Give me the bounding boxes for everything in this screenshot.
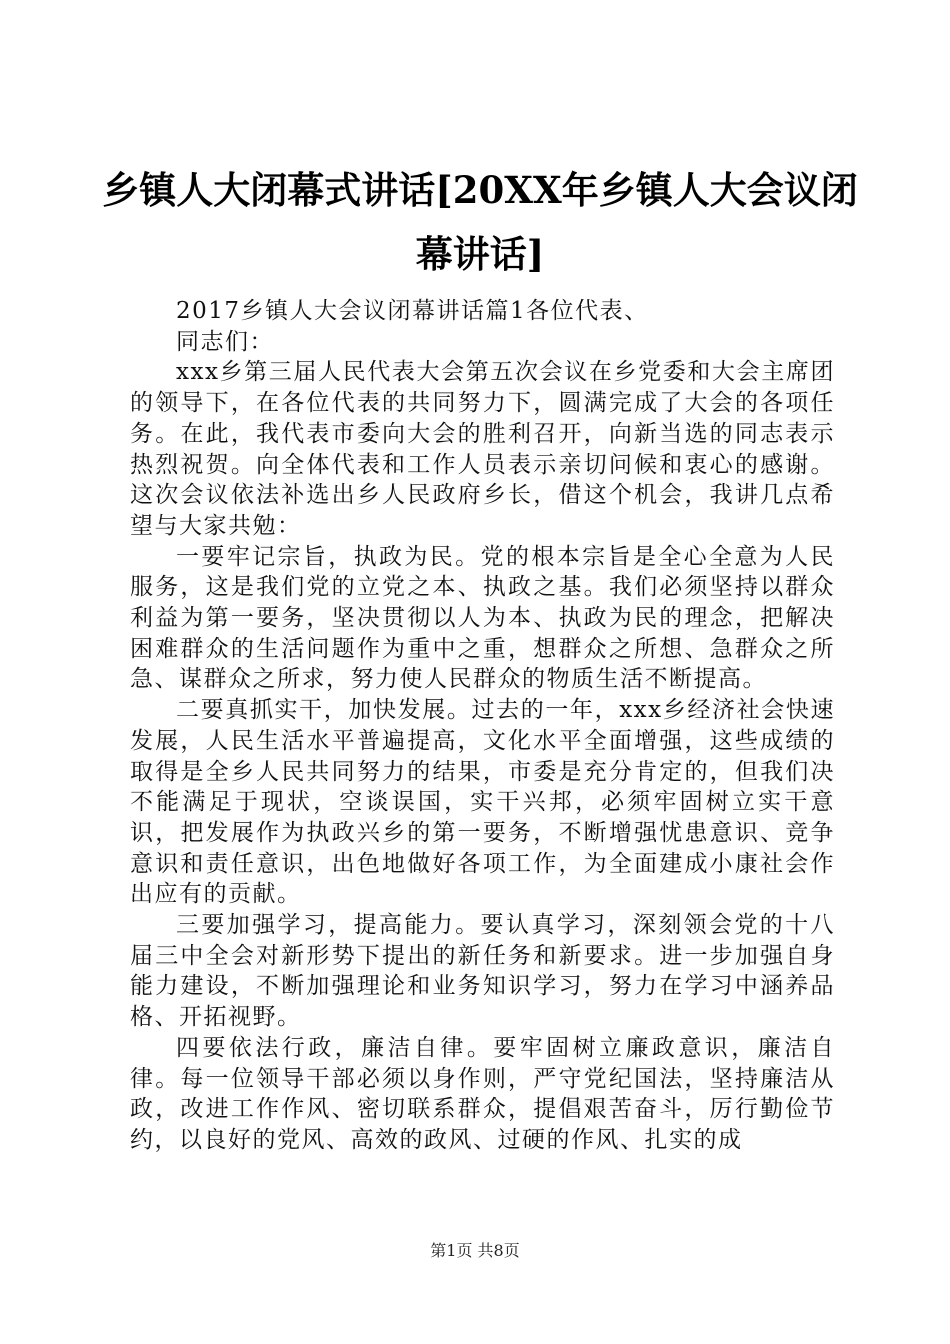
paragraph-opening: xxx乡第三届人民代表大会第五次会议在乡党委和大会主席团的领导下，在各位代表的共同努力下，圆满完成了大会的各项任务。在此，我代表市委向大会的胜利召开，向新当选的同志表示热烈祝贺。向全体代表和工作人员表示亲切问候和衷心的感谢。这次会议依法补选出乡人民政府乡长，借这个机会，我讲几点希望与大家共勉： [130,359,835,539]
paragraph-salutation: 同志们： [176,328,274,355]
paragraph-point-3: 三要加强学习，提高能力。要认真学习，深刻领会党的十八届三中全会对新形势下提出的新任务和新要求。进一步加强自身能力建设，不断加强理论和业务知识学习，努力在学习中涵养品格、开拓视野。 [130,912,835,1031]
paragraph-point-2: 二要真抓实干，加快发展。过去的一年，xxx乡经济社会快速发展，人民生活水平普遍提高，文化水平全面增强，这些成绩的取得是全乡人民共同努力的结果，市委是充分肯定的，但我们决不能满足于现状，空谈误国，实干兴邦，必须牢固树立实干意识，把发展作为执政兴乡的第一要务，不断增强忧患意识、竞争意识和责任意识，出色地做好各项工作，为全面建成小康社会作出应有的贡献。 [130,697,835,908]
paragraph-point-1: 一要牢记宗旨，执政为民。党的根本宗旨是全心全意为人民服务，这是我们党的立党之本、执政之基。我们必须坚持以群众利益为第一要务，坚决贯彻以人为本、执政为民的理念，把解决困难群众的生活问题作为重中之重，想群众之所想、急群众之所急、谋群众之所求，努力使人民群众的物质生活不断提高。 [130,543,835,693]
title-line-2: 幕讲话] [415,232,545,276]
paragraph-intro: 2017乡镇人大会议闭幕讲话篇1各位代表、 [176,298,649,324]
paragraph-point-4: 四要依法行政，廉洁自律。要牢固树立廉政意识，廉洁自律。每一位领导干部必须以身作则，严守党纪国法，坚持廉洁从政，改进工作作风、密切联系群众，提倡艰苦奋斗，厉行勤俭节约，以良好的党风、高效的政风、过硬的作风、扎实的成 [130,1034,835,1153]
document-body [130,296,835,1156]
title-line-1: 乡镇人大闭幕式讲话[20XX年乡镇人大会议闭 [102,168,858,212]
document-title [100,158,860,286]
page-footer: 第1页 共8页 [430,1241,520,1260]
